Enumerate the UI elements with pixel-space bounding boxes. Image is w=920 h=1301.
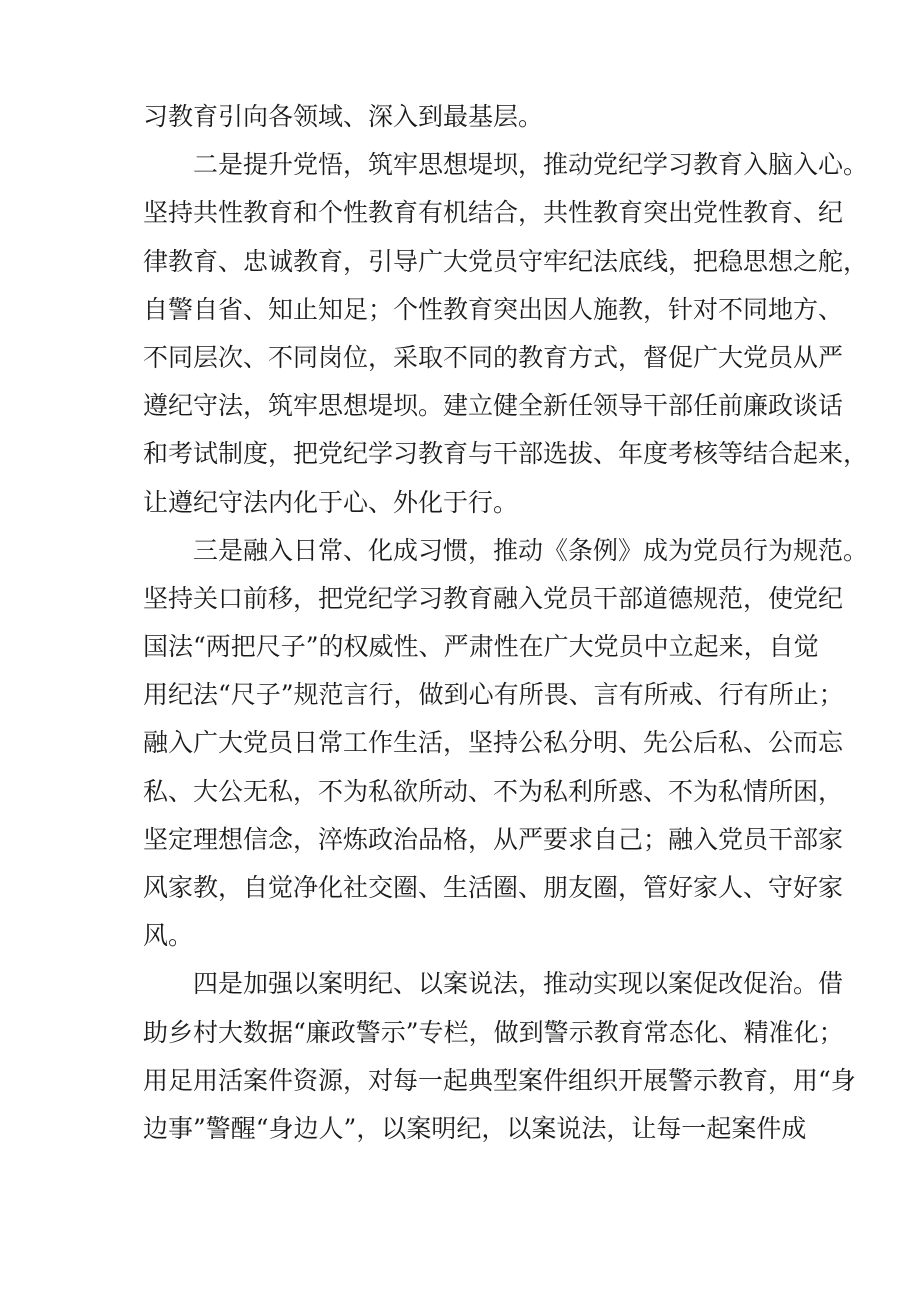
text-line: 和考试制度，把党纪学习教育与干部选拔、年度考核等结合起来， — [143, 439, 869, 469]
text-line: 私、大公无私，不为私欲所动、不为私利所惑、不为私情所困， — [143, 776, 844, 806]
document-body — [143, 93, 869, 1153]
text-line: 不同层次、不同岗位，采取不同的教育方式，督促广大党员从严 — [143, 342, 844, 372]
text-line: 坚持共性教育和个性教育有机结合，共性教育突出党性教育、纪 — [143, 198, 844, 228]
text-line: 边事”警醒“身边人”，以案明纪，以案说法，让每一起案件成 — [143, 1113, 807, 1143]
text-line: 三是融入日常、化成习惯，推动《条例》成为党员行为规范。 — [193, 535, 869, 565]
paragraph-2 — [143, 141, 869, 527]
text-line: 二是提升党悟，筑牢思想堤坝，推动党纪学习教育入脑入心。 — [193, 150, 869, 180]
text-line: 自警自省、知止知足；个性教育突出因人施教，针对不同地方、 — [143, 294, 844, 324]
text-line: 用足用活案件资源，对每一起典型案件组织开展警示教育，用“身 — [143, 1065, 856, 1095]
text-line: 助乡村大数据“廉政警示”专栏，做到警示教育常态化、精准化； — [143, 1017, 844, 1047]
text-line: 风家教，自觉净化社交圈、生活圈、朋友圈，管好家人、守好家 — [143, 873, 844, 902]
text-line: 遵纪守法，筑牢思想堤坝。建立健全新任领导干部任前廉政谈话 — [143, 391, 844, 421]
text-line: 坚持关口前移，把党纪学习教育融入党员干部道德规范，使党纪 — [143, 583, 844, 613]
text-line: 让遵纪守法内化于心、外化于行。 — [143, 487, 519, 517]
text-line: 习教育引向各领域、深入到最基层。 — [143, 102, 544, 131]
text-line: 风。 — [143, 921, 194, 951]
paragraph-1 — [143, 93, 783, 141]
text-line: 国法“两把尺子”的权威性、严肃性在广大党员中立起来，自觉 — [143, 632, 819, 662]
text-line: 融入广大党员日常工作生活，坚持公私分明、先公后私、公而忘 — [143, 728, 844, 758]
text-line: 四是加强以案明纪、以案说法，推动实现以案促改促治。借 — [193, 969, 844, 999]
text-line: 坚定理想信念，淬炼政治品格，从严要求自己；融入党员干部家 — [143, 824, 844, 854]
paragraph-3 — [143, 527, 869, 961]
paragraph-4 — [143, 960, 856, 1153]
text-line: 用纪法“尺子”规范言行，做到心有所畏、言有所戒、行有所止； — [143, 680, 844, 710]
text-line: 律教育、忠诚教育，引导广大党员守牢纪法底线，把稳思想之舵， — [143, 246, 869, 276]
